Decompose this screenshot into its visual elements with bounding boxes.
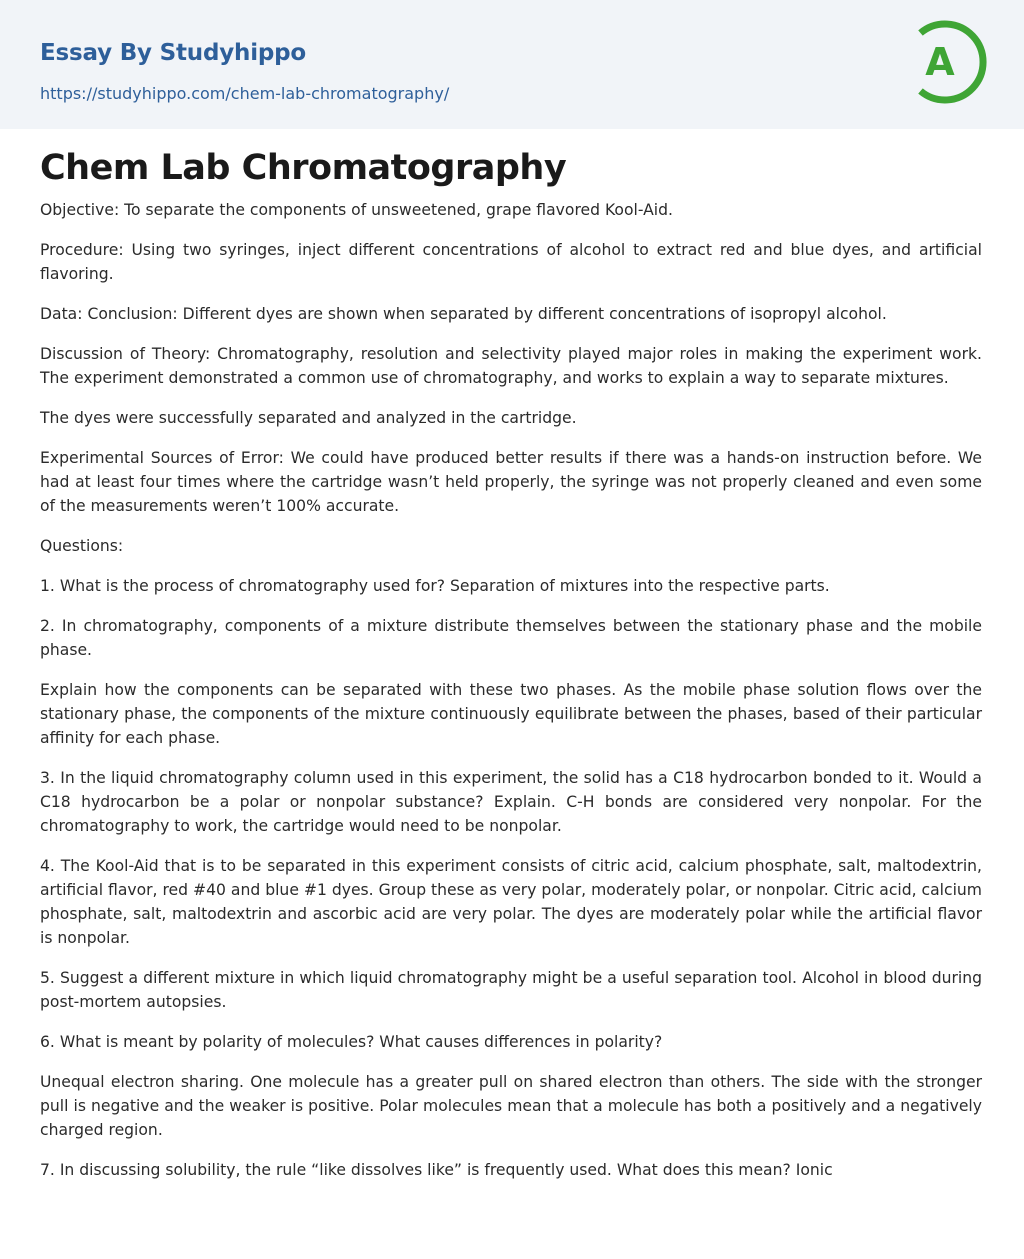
essay-content [40, 144, 982, 1198]
essay-paragraph: The dyes were successfully separated and analyzed in the cartridge. [40, 409, 577, 427]
essay-paragraph: 5. Suggest a different mixture in which liquid chromatography might be a useful separation tool. Alcohol in blood during post-mortem autopsies. [40, 969, 982, 1011]
brand-title[interactable]: Essay By Studyhippo [40, 40, 307, 66]
essay-paragraph: Questions: [40, 537, 124, 555]
page-title: Chem Lab Chromatography [40, 148, 567, 188]
essay-paragraph: 4. The Kool-Aid that is to be separated in this experiment consists of citric acid, calcium phosphate, salt, maltodextrin, artificial flavor, red #40 and blue #1 dyes. Group these as very polar, moderately polar, or nonpolar. Citric acid, calcium phosphate, salt, maltodextrin and ascorbic acid are very polar. The dyes are moderately polar while the artificial flavor is nonpolar. [40, 857, 982, 947]
essay-paragraph: Procedure: Using two syringes, inject different concentrations of alcohol to extract red and blue dyes, and artificial flavoring. [40, 241, 982, 283]
essay-paragraph: Data: Conclusion: Different dyes are shown when separated by different concentrations of isopropyl alcohol. [40, 305, 887, 323]
essay-paragraph: Experimental Sources of Error: We could have produced better results if there was a hands-on instruction before. We had at least four times where the cartridge wasn’t held properly, the syringe was not properly cleaned and even some of the measurements weren’t 100% accurate. [40, 449, 982, 515]
essay-paragraph: 3. In the liquid chromatography column used in this experiment, the solid has a C18 hydrocarbon bonded to it. Would a C18 hydrocarbon be a polar or nonpolar substance? Explain. C-H bonds are considered very nonpolar. For the chromatography to work, the cartridge would need to be nonpolar. [40, 769, 982, 835]
source-url-link[interactable]: https://studyhippo.com/chem-lab-chromatography/ [40, 84, 450, 103]
essay-paragraph: 6. What is meant by polarity of molecules? What causes differences in polarity? [40, 1033, 663, 1051]
essay-paragraph: Objective: To separate the components of unsweetened, grape flavored Kool-Aid. [40, 201, 673, 219]
essay-paragraph: Explain how the components can be separated with these two phases. As the mobile phase solution flows over the stationary phase, the components of the mixture continuously equilibrate between the phases, based of their particular affinity for each phase. [40, 681, 982, 747]
essay-paragraph: 7. In discussing solubility, the rule “like dissolves like” is frequently used. What does this mean? Ionic [40, 1161, 833, 1179]
logo-letter: A [925, 40, 955, 84]
essay-paragraph: Unequal electron sharing. One molecule has a greater pull on shared electron than others. The side with the stronger pull is negative and the weaker is positive. Polar molecules mean that a molecule has both a positively and a negatively charged region. [40, 1073, 982, 1139]
essay-paragraph: 2. In chromatography, components of a mixture distribute themselves between the stationary phase and the mobile phase. [40, 617, 982, 659]
site-header [0, 0, 1024, 129]
essay-paragraph: 1. What is the process of chromatography used for? Separation of mixtures into the respective parts. [40, 577, 830, 595]
studyhippo-logo-icon[interactable] [910, 16, 990, 108]
essay-paragraph: Discussion of Theory: Chromatography, resolution and selectivity played major roles in making the experiment work. The experiment demonstrated a common use of chromatography, and works to explain a way to separate mixtures. [40, 345, 982, 387]
